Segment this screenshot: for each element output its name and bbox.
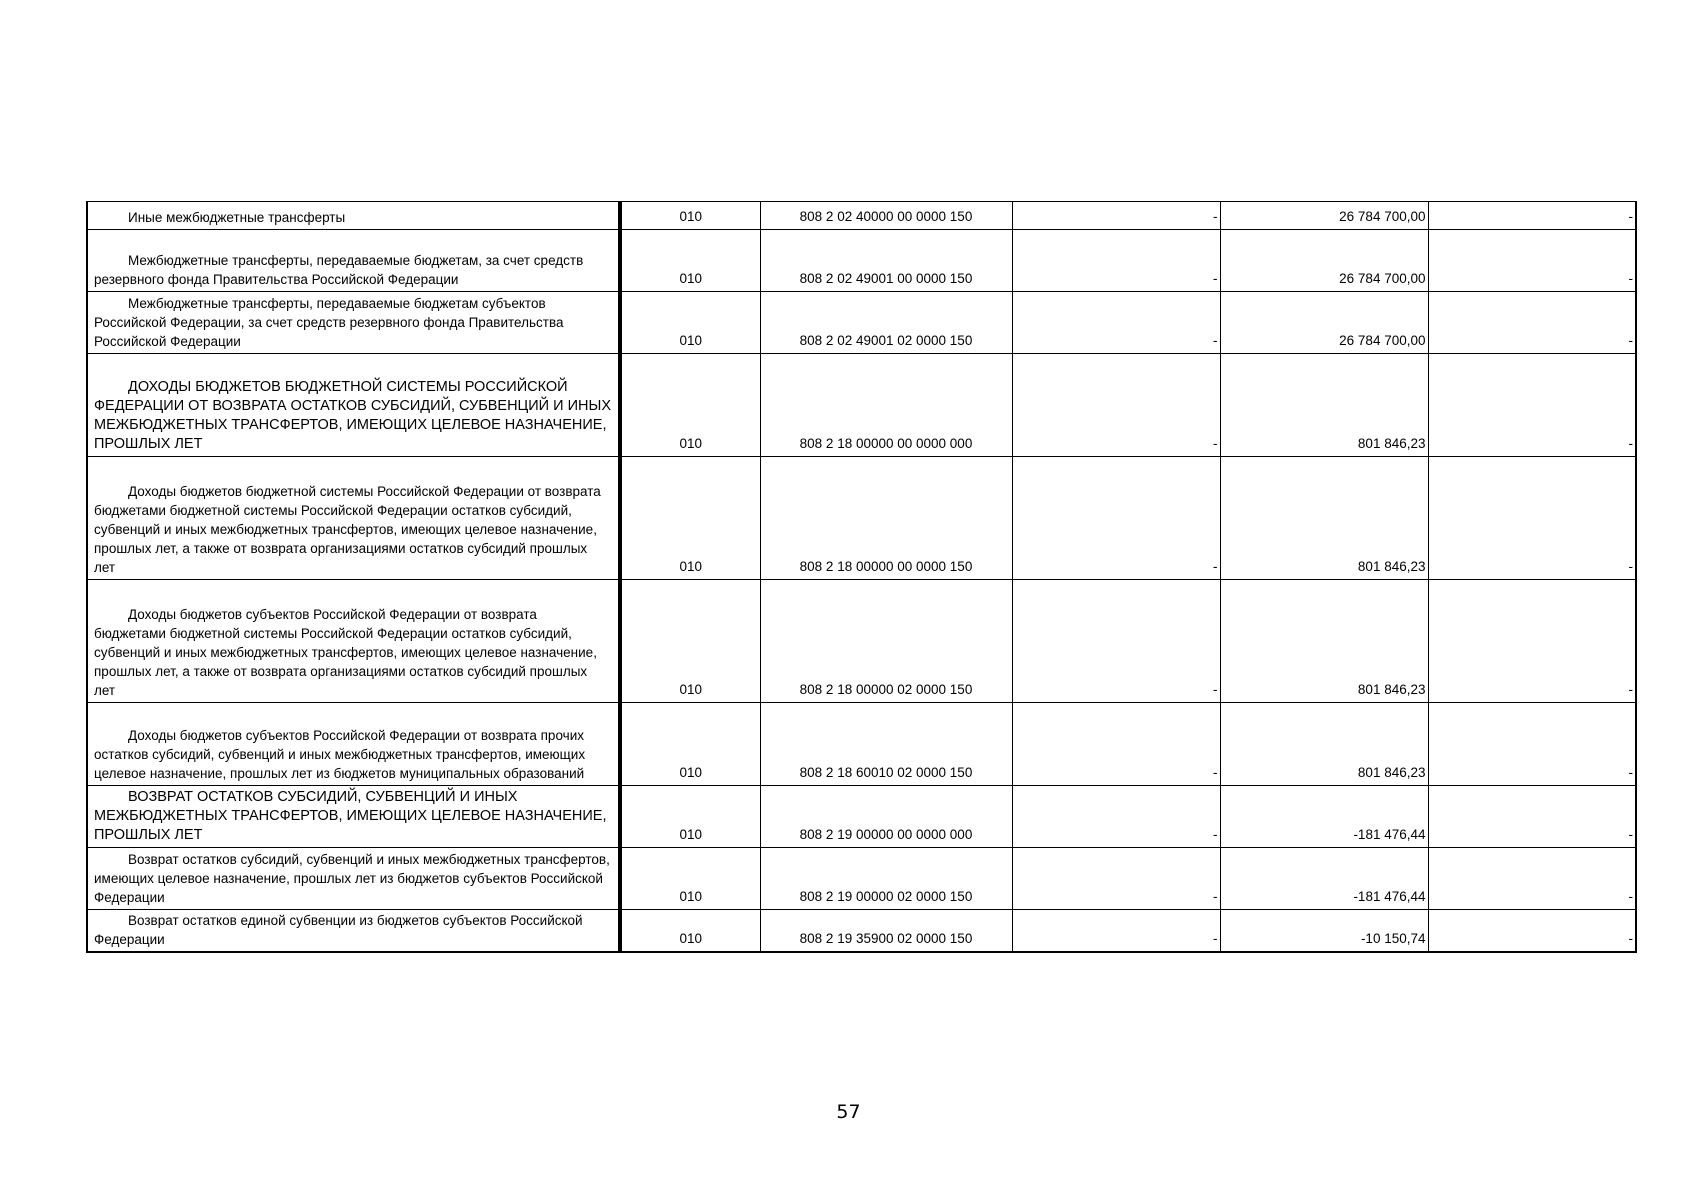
row-approved: -	[1012, 580, 1220, 703]
row-unexecuted: -	[1428, 292, 1636, 354]
row-unexecuted: -	[1428, 703, 1636, 786]
table-row	[87, 230, 1636, 292]
table-row	[87, 457, 1636, 580]
row-unexecuted: -	[1428, 580, 1636, 703]
row-budget-code: 808 2 19 00000 00 0000 000	[760, 786, 1012, 848]
table-row	[87, 786, 1636, 848]
row-name: ВОЗВРАТ ОСТАТКОВ СУБСИДИЙ, СУБВЕНЦИЙ И ИНЫХ МЕЖБЮДЖЕТНЫХ ТРАНСФЕРТОВ, ИМЕЮЩИХ ЦЕЛЕВОЕ НАЗНАЧЕНИЕ, ПРОШЛЫХ ЛЕТ	[87, 786, 620, 848]
row-executed: 801 846,23	[1220, 580, 1428, 703]
row-approved: -	[1012, 292, 1220, 354]
row-executed: -181 476,44	[1220, 848, 1428, 910]
table-row	[87, 354, 1636, 457]
page-number: 57	[836, 1101, 861, 1123]
table-row	[87, 202, 1636, 230]
row-approved: -	[1012, 202, 1220, 230]
revenue-table	[86, 201, 1637, 953]
row-executed: 26 784 700,00	[1220, 292, 1428, 354]
row-budget-code: 808 2 18 00000 02 0000 150	[760, 580, 1012, 703]
row-budget-code: 808 2 18 00000 00 0000 150	[760, 457, 1012, 580]
table-row	[87, 703, 1636, 786]
row-budget-code: 808 2 02 49001 00 0000 150	[760, 230, 1012, 292]
row-approved: -	[1012, 848, 1220, 910]
row-unexecuted: -	[1428, 786, 1636, 848]
table-row	[87, 580, 1636, 703]
row-name: Доходы бюджетов субъектов Российской Федерации от возврата прочих остатков субсидий, субвенций и иных межбюджетных трансфертов, имеющих целевое назначение, прошлых лет из бюджетов муниципальных образований	[87, 703, 620, 786]
row-approved: -	[1012, 230, 1220, 292]
row-name: ДОХОДЫ БЮДЖЕТОВ БЮДЖЕТНОЙ СИСТЕМЫ РОССИЙСКОЙ ФЕДЕРАЦИИ ОТ ВОЗВРАТА ОСТАТКОВ СУБСИДИЙ, СУБВЕНЦИЙ И ИНЫХ МЕЖБЮДЖЕТНЫХ ТРАНСФЕРТОВ, ИМЕЮЩИХ ЦЕЛЕВОЕ НАЗНАЧЕНИЕ, ПРОШЛЫХ ЛЕТ	[87, 354, 620, 457]
row-approved: -	[1012, 354, 1220, 457]
row-approved: -	[1012, 786, 1220, 848]
table-row	[87, 292, 1636, 354]
row-name: Межбюджетные трансферты, передаваемые бюджетам, за счет средств резервного фонда Правительства Российской Федерации	[87, 230, 620, 292]
row-executed: 26 784 700,00	[1220, 202, 1428, 230]
row-approved: -	[1012, 703, 1220, 786]
row-unexecuted: -	[1428, 910, 1636, 952]
row-executed: 801 846,23	[1220, 457, 1428, 580]
row-line-code: 010	[620, 457, 760, 580]
row-approved: -	[1012, 910, 1220, 952]
row-line-code: 010	[620, 580, 760, 703]
table-row	[87, 848, 1636, 910]
row-name: Возврат остатков единой субвенции из бюджетов субъектов Российской Федерации	[87, 910, 620, 952]
row-budget-code: 808 2 18 00000 00 0000 000	[760, 354, 1012, 457]
row-approved: -	[1012, 457, 1220, 580]
row-executed: 801 846,23	[1220, 703, 1428, 786]
row-name: Межбюджетные трансферты, передаваемые бюджетам субъектов Российской Федерации, за счет средств резервного фонда Правительства Российской Федерации	[87, 292, 620, 354]
row-unexecuted: -	[1428, 457, 1636, 580]
row-line-code: 010	[620, 292, 760, 354]
table-row	[87, 910, 1636, 952]
row-name: Иные межбюджетные трансферты	[87, 202, 620, 230]
row-name: Доходы бюджетов субъектов Российской Федерации от возврата бюджетами бюджетной системы Российской Федерации остатков субсидий, субвенций и иных межбюджетных трансфертов, имеющих целевое назначение, прошлых лет, а также от возврата организациями остатков субсидий прошлых лет	[87, 580, 620, 703]
row-line-code: 010	[620, 786, 760, 848]
row-unexecuted: -	[1428, 354, 1636, 457]
row-line-code: 010	[620, 230, 760, 292]
row-budget-code: 808 2 19 00000 02 0000 150	[760, 848, 1012, 910]
row-name: Доходы бюджетов бюджетной системы Российской Федерации от возврата бюджетами бюджетной системы Российской Федерации остатков субсидий, субвенций и иных межбюджетных трансфертов, имеющих целевое назначение, прошлых лет, а также от возврата организациями остатков субсидий прошлых лет	[87, 457, 620, 580]
row-name: Возврат остатков субсидий, субвенций и иных межбюджетных трансфертов, имеющих целевое назначение, прошлых лет из бюджетов субъектов Российской Федерации	[87, 848, 620, 910]
row-line-code: 010	[620, 848, 760, 910]
row-line-code: 010	[620, 910, 760, 952]
row-unexecuted: -	[1428, 230, 1636, 292]
row-line-code: 010	[620, 703, 760, 786]
row-executed: -181 476,44	[1220, 786, 1428, 848]
row-line-code: 010	[620, 202, 760, 230]
row-budget-code: 808 2 18 60010 02 0000 150	[760, 703, 1012, 786]
row-budget-code: 808 2 02 40000 00 0000 150	[760, 202, 1012, 230]
row-budget-code: 808 2 19 35900 02 0000 150	[760, 910, 1012, 952]
row-unexecuted: -	[1428, 202, 1636, 230]
row-line-code: 010	[620, 354, 760, 457]
row-executed: 26 784 700,00	[1220, 230, 1428, 292]
row-budget-code: 808 2 02 49001 02 0000 150	[760, 292, 1012, 354]
row-unexecuted: -	[1428, 848, 1636, 910]
row-executed: -10 150,74	[1220, 910, 1428, 952]
row-executed: 801 846,23	[1220, 354, 1428, 457]
